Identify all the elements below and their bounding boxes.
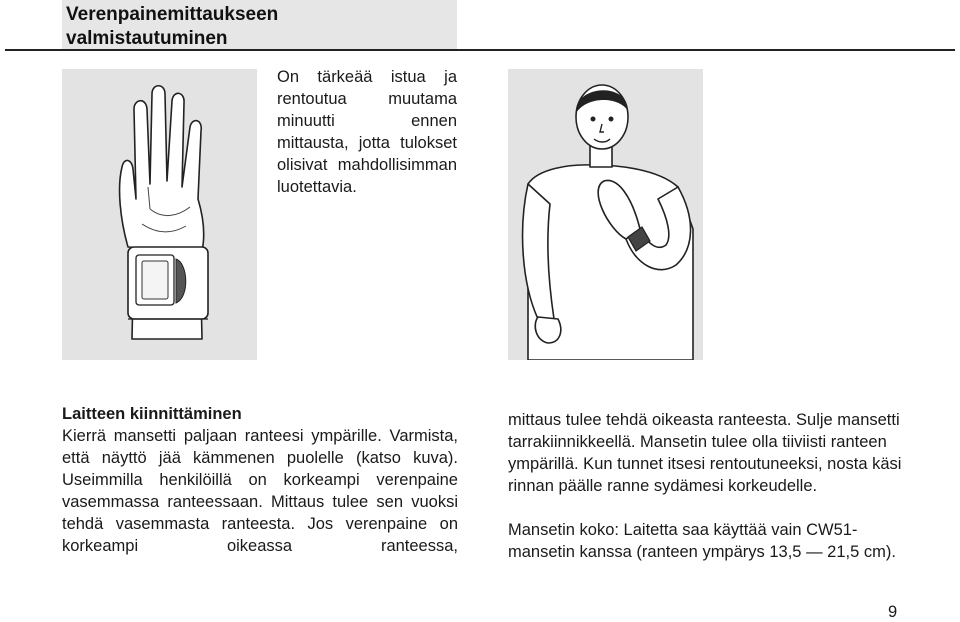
page-title-line1: Verenpainemittaukseen — [66, 4, 279, 25]
continuation-paragraph: mittaus tulee tehdä oikeasta ranteesta. Sulje mansetti tarrakiinnikkeellä. Mansetin tulee olla tiiviisti ranteen ympärillä. Kun tunnet itsesi rentoutuneeksi, nosta käsi rinnan päälle ranne sydämesi korkeudelle. — [508, 411, 902, 495]
page-number: 9 — [888, 603, 898, 621]
posture-illustration — [508, 69, 703, 360]
hand-with-wrist-monitor-icon — [62, 69, 257, 360]
wrist-monitor-illustration — [62, 69, 257, 360]
right-column — [508, 409, 904, 563]
intro-paragraph: On tärkeää istua ja rentoutua muutama minuutti ennen mittausta, jotta tulokset olisivat mahdollisimman luotettavia. — [277, 68, 457, 196]
cuff-size-paragraph: Mansetin koko: Laitetta saa käyttää vain CW51-mansetin kanssa (ranteen ympärys 13,5 — 21,5 cm). — [508, 521, 896, 561]
page-title — [66, 3, 446, 51]
attach-section — [62, 403, 458, 557]
section-body: Kierrä mansetti paljaan ranteesi ympärille. Varmista, että näyttö jää kämmenen puolelle (katso kuva). Useimmilla henkilöillä on korkeampi verenpaine vasemmassa ranteessaan. Mittaus tulee sen vuoksi tehdä vasemmasta ranteesta. Jos verenpaine on korkeampi oikeassa ranteessa, — [62, 427, 458, 555]
section-heading: Laitteen kiinnittäminen — [62, 405, 242, 423]
header-divider — [5, 49, 955, 51]
person-wrist-at-heart-icon — [508, 69, 703, 360]
page-title-line2: valmistautuminen — [66, 28, 228, 49]
